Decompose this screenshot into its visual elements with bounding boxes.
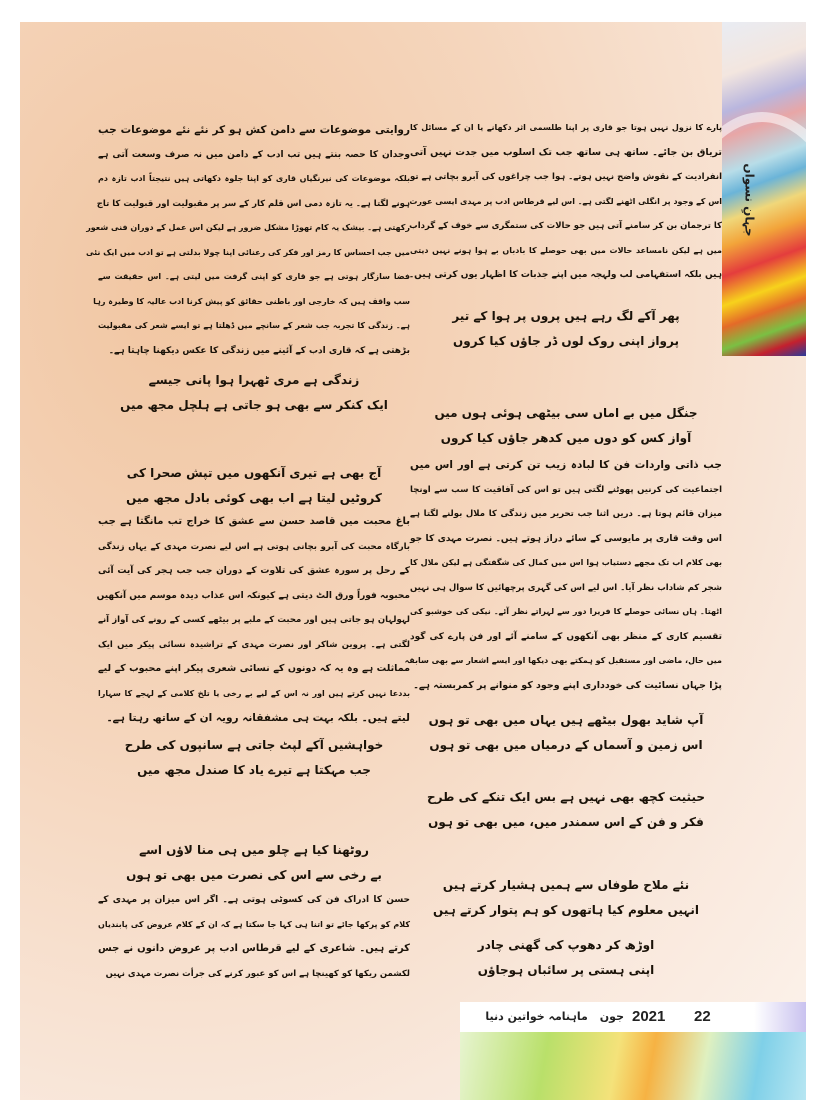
text-line: بے رخی سے اس کی نصرت میں بھی تو ہوں	[126, 867, 382, 882]
section-title-text: جہانِ نسواں	[743, 163, 758, 237]
text-line: ہے۔ زندگی کا تجربہ جب شعر کے سانچے میں ڈھلتا ہے تو ایسے شعر کی مقبولیت	[98, 321, 410, 330]
text-line: پڑا جہاں نسائیت کی خودداری اپنے وجود کو منوانے پر کمربستہ ہے۔	[413, 679, 722, 691]
text-line: رکھتی ہے۔ بیشک یہ کام تھوڑا مشکل ضرور ہے لیکن اس عمل کے دوران فنی شعور	[86, 223, 410, 232]
text-line: آپ شاید بھول بیٹھے ہیں یہاں میں بھی تو ہوں	[428, 713, 704, 727]
text-line: روایتی موضوعات سے دامن کش ہو کر نئے نئے موضوعات جب	[98, 124, 410, 136]
text-line: آج بھی ہے تیری آنکھوں میں تپش صحرا کی	[126, 466, 382, 480]
text-line: جب ذاتی واردات فن کا لبادہ زیب تن کرتی ہے اور اس میں	[410, 459, 722, 471]
text-line: بلکہ موضوعات کی نیرنگیاں قاری کو اپنا جلوہ دکھاتی ہیں نتیجتاً ادب تازہ دم	[98, 174, 410, 183]
text-line: میں ہے لیکن نامساعد حالات میں بھی حوصلے کا بادباں بے ہوا ہونے نہیں دیتی	[410, 245, 722, 255]
text-line: تریاق بن جائے۔ ساتھ ہی ساتھ جب تک اسلوب میں جدت نہیں آتی	[410, 146, 722, 158]
text-line: اجتماعیت کی کرنیں پھوٹنے لگتی ہیں تو اس کی آفاقیت کا سب سے اونچا	[410, 484, 722, 495]
text-line: خواہشیں آکے لپٹ جاتی ہے سانپوں کی طرح	[124, 738, 384, 752]
text-line: کے رحل پر سورہ عشق کی تلاوت کے دوران جب جب ہجر کی آیت آئی	[98, 566, 410, 576]
verse-couplet	[98, 733, 410, 782]
text-line: پھر آکے لگ رہے ہیں پروں پر ہوا کے تیر	[452, 309, 680, 323]
text-line: لکشمن ریکھا کو کھینچا ہے اس کو عبور کرنے کی جرأت نصرت مہدی نہیں	[105, 968, 410, 979]
text-line: ہونے لگتا ہے۔ یہ تازہ دمی اس قلم کار کے سر پر مقبولیت اور قبولیت کا تاج	[96, 198, 410, 209]
text-line: جب مہکتا ہے تیرے یاد کا صندل مجھ میں	[137, 762, 371, 777]
text-line: کروٹیں لیتا ہے اب بھی کوئی بادل مجھ میں	[126, 490, 382, 505]
text-line: ایک کنکر سے بھی ہو جاتی ہے ہلچل مجھ میں	[120, 397, 388, 412]
text-line: شجر کم شاداب نظر آیا۔ اس لیے اس کی گہری پرچھائیں کا سوال ہی نہیں	[410, 582, 722, 593]
text-line: اس زمین و آسماں کے درمیاں میں بھی تو ہوں	[429, 737, 703, 752]
prose-paragraph	[86, 118, 410, 363]
text-line: حسن کا ادراک فن کی کسوٹی ہوتی ہے۔ اگر اس میزان پر مہدی کے	[98, 895, 410, 905]
verse-couplet	[98, 368, 410, 417]
issue-year: 2021	[632, 1008, 666, 1025]
text-line: انفرادیت کے نقوش واضح نہیں ہوتے۔ ہوا جب چراغوں کی آبرو بچاتی ہے تو	[410, 172, 722, 182]
text-line: زندگی ہے مری ٹھہرا ہوا پانی جیسے	[148, 373, 360, 387]
text-line: بڑھتی ہے کہ قاری ادب کے آئینے میں زندگی کا عکس دیکھنا چاہتا ہے۔	[108, 345, 410, 356]
text-line: اوڑھ کر دھوپ کی گھنی چادر	[477, 938, 655, 952]
verse-couplet	[410, 401, 722, 450]
verse-couplet	[410, 933, 722, 982]
text-line: جنگل میں بے اماں سی بیٹھی ہوئی ہوں میں	[434, 406, 698, 420]
text-line: لیتے ہیں۔ بلکہ بہت ہی مشفقانہ رویہ ان کے ساتھ رہتا ہے۔	[106, 712, 410, 724]
prose-paragraph	[410, 116, 722, 288]
page-number: 22	[694, 1008, 711, 1025]
prose-paragraph	[98, 888, 410, 986]
text-line: سب واقف ہیں کہ خارجی اور باطنی حقائق کو پیش کرنا ادب عالیہ کا وطیرہ رہا	[93, 296, 410, 306]
section-title	[735, 140, 765, 260]
text-line: میزان قائم ہوتا ہے۔ دریں اثنا جب تحریر میں زندگی کا ملال بولنے لگتا ہے	[410, 509, 722, 519]
text-line: محبوبہ فوراً ورق الٹ دیتی ہے کیونکہ اس عذاب دیدہ موسم میں آنکھیں	[96, 590, 410, 601]
footer-issue-info	[462, 1010, 624, 1023]
text-line: کا ترجمان بن کر سامنے آتی ہیں جو حالات کی ستمگری سے خوف کے گرداب	[409, 221, 722, 231]
text-line: پارے کا نزول نہیں ہوتا جو قاری پر اپنا طلسمی اثر دکھانے یا ان کے مسائل کا	[410, 123, 722, 132]
text-line: میں جب احساس کا رمز اور فکر کی رعنائی اپنا چولا بدلتی ہے تو ادب میں ایک نئی	[86, 247, 410, 257]
text-line: بھی کلام اب تک مجھے دستیاب ہوا اس میں کمال کی شگفتگی ہے لیکن ملال کا	[410, 558, 722, 567]
text-line: بددعا نہیں کرتے ہیں اور نہ اس کے لیے بے رخی یا تلخ کلامی کے لہجے کا سہارا	[98, 688, 410, 698]
text-line: اپنی ہستی پر سائباں ہوجاؤں	[477, 962, 655, 977]
prose-paragraph	[404, 453, 722, 698]
text-line: میں حال، ماضی اور مستقبل کو ہمکتے بھی دیکھا اور ایسے اشعار سے بھی سابقہ	[404, 656, 722, 665]
text-line: لگتی ہے۔ پروین شاکر اور نصرت مہدی کے تراشیدہ نسائی پیکر میں ایک	[98, 639, 410, 650]
verse-couplet	[410, 708, 722, 757]
text-line: نئے ملاح طوفاں سے ہمیں ہشیار کرتے ہیں	[442, 878, 690, 892]
verse-couplet	[410, 304, 722, 353]
text-line: اٹھتا۔ ہاں نسائی حوصلے کا فریرا دور سے لہراتے نظر آئے۔ نیکی کی خوشبو کی	[410, 607, 722, 616]
issue-month: جون	[599, 1010, 624, 1023]
text-line: اس کے وجود پر انگلی اٹھنے لگتی ہے۔ اس لیے قرطاس ادب پر مہدی ایسی عورت	[409, 196, 722, 206]
text-line: لہولہان ہو جاتی ہیں اور محبت کے ملبے پر بیٹھے کسی کے رونے کی آواز آنے	[98, 615, 410, 625]
text-line: تقسیم کاری کے منظر بھی آنکھوں کے سامنے آئے اور فن پارے کی گود	[410, 631, 722, 642]
text-line: پرواز اپنی روک لوں ڈر جاؤں کیا کروں	[453, 333, 679, 348]
text-line: باغ محبت میں قاصد حسن سے عشق کا خراج تب مانگتا ہے جب	[98, 516, 410, 527]
text-line: وجدان کا حصہ بنتے ہیں تب ادب کے دامن میں نہ صرف وسعت آتی ہے	[98, 149, 410, 160]
verse-couplet	[98, 838, 410, 887]
text-line: روٹھنا کیا ہے چلو میں ہی منا لاؤں اسے	[139, 843, 369, 857]
verse-couplet	[98, 461, 410, 510]
text-line: کلام کو پرکھا جائے تو اتنا ہی کہا جا سکتا ہے کہ ان کے کلام عروض کی پابندیاں	[98, 919, 410, 929]
text-line: اس وقت قاری پر مایوسی کے سائے دراز ہوتے ہیں۔ نصرت مہدی کا جو	[410, 533, 722, 544]
text-line: ہیں بلکہ استفہامی لب ولہجہ میں اپنے جذبات کا اظہار یوں کرتی ہیں۔	[408, 270, 722, 280]
magazine-name: ماہنامہ خواتین دنیا	[485, 1010, 588, 1023]
text-line: آواز کس کو دوں میں کدھر جاؤں کیا کروں	[440, 430, 692, 445]
prose-paragraph	[98, 510, 410, 731]
text-line: کرتے ہیں۔ شاعری کے لیے قرطاس ادب پر عروض دانوں نے جس	[98, 943, 410, 954]
text-line: بارگاہ محبت کی آبرو بچانی ہوتی ہے اس لیے نصرت مہدی کے یہاں زندگی	[98, 541, 410, 552]
text-line: انہیں معلوم کیا ہاتھوں کو ہم پتوار کرتے ہیں	[433, 902, 699, 917]
text-line: مماثلت ہے وہ یہ کہ دونوں کے نسائی شعری پیکر اپنے محبوب کے لیے	[98, 663, 410, 674]
footer-artwork	[460, 1032, 806, 1100]
text-line: فضا سازگار ہوتی ہے جو قاری کو اپنی گرفت میں لیتی ہے۔ اس حقیقت سے	[98, 272, 410, 281]
text-line: حیثیت کچھ بھی نہیں ہے بس ایک تنکے کی طرح	[426, 790, 706, 804]
verse-couplet	[410, 785, 722, 834]
text-line: فکر و فن کے اس سمندر میں، میں بھی تو ہوں	[428, 814, 704, 829]
verse-couplet	[410, 873, 722, 922]
